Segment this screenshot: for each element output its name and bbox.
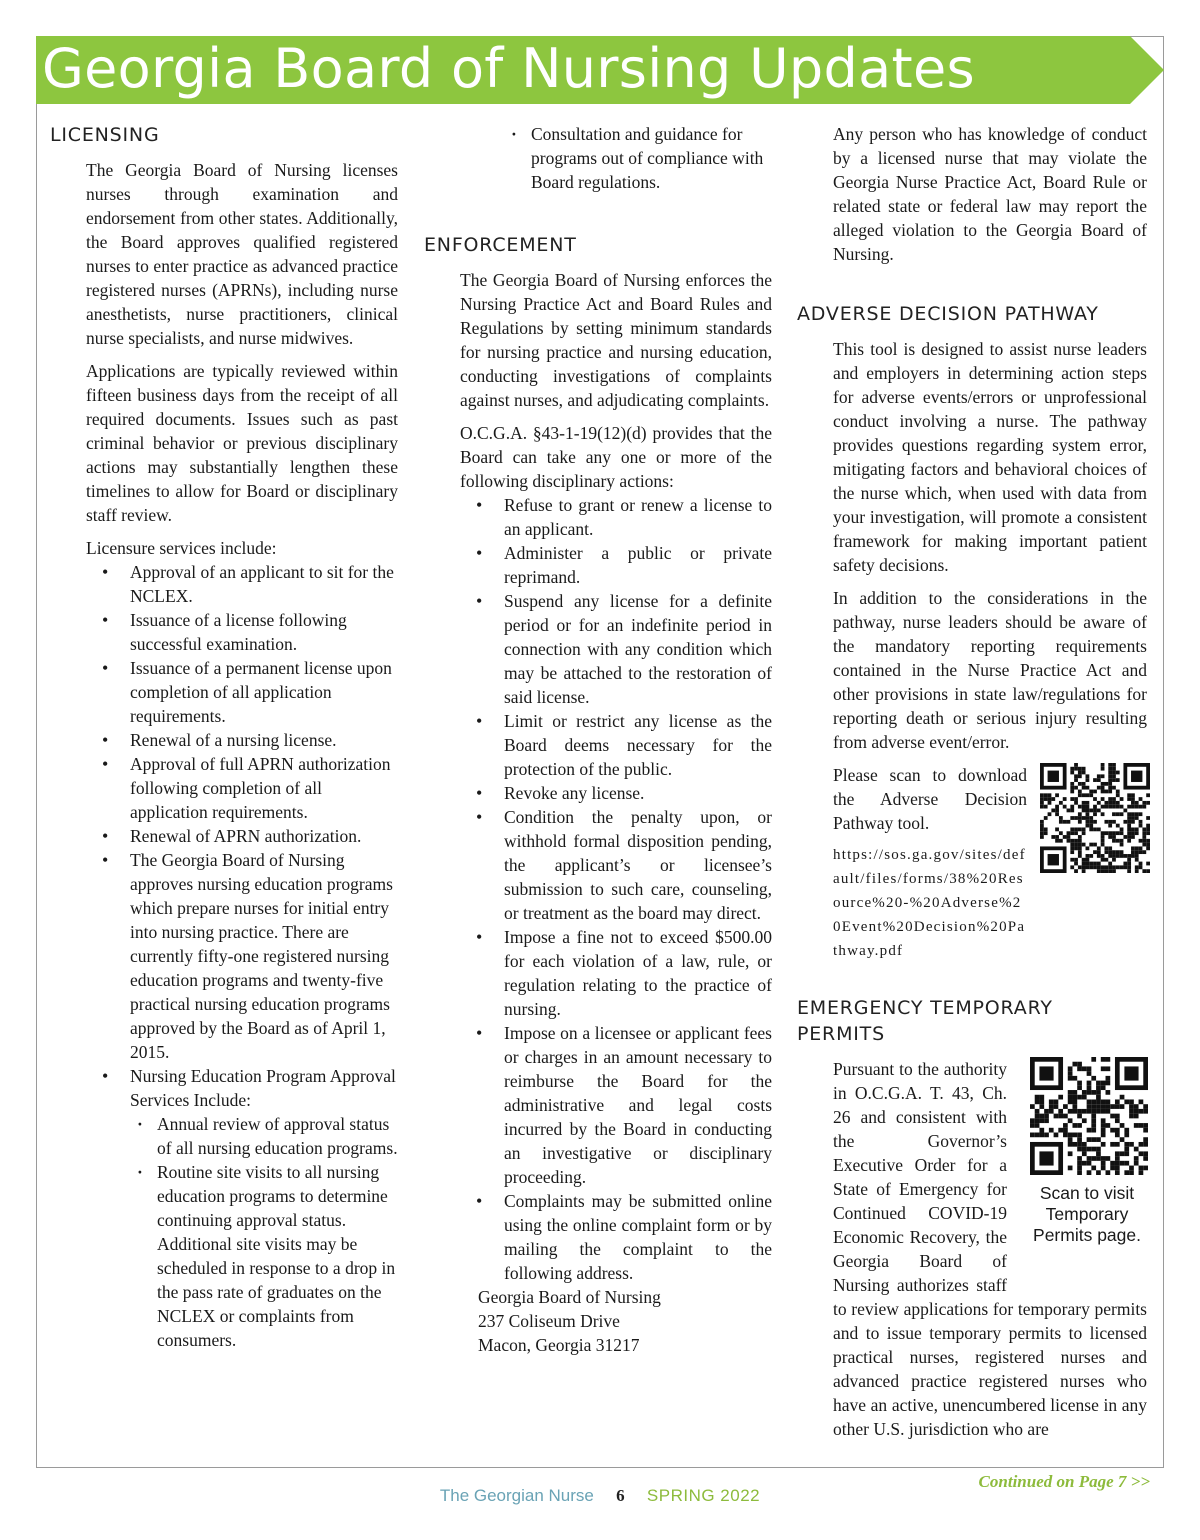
list-item: • Administer a public or private reprimand. (460, 541, 772, 589)
column-right (797, 122, 1147, 1450)
list-item: • Suspend any license for a definite period or for an indefinite period in connection with any condition which may be attached to the restoration of said license. (460, 589, 772, 709)
header-banner (36, 36, 1164, 104)
list-item: • Condition the penalty upon, or withhold formal disposition pending, the applicant’s or licensee’s submission to such care, counseling, or treatment as the board may direct. (460, 805, 772, 925)
program-services-list (130, 1112, 398, 1352)
report-violation-paragraph: Any person who has knowledge of conduct by a licensed nurse that may violate the Georgia Nurse Practice Act, Board Rule or related state or federal law may report the alleged violation to the Georgia Board of Nursing. (833, 124, 1147, 264)
adverse-url-link[interactable]: https://sos.ga.gov/sites/default/files/forms/38%20Resource%20-%20Adverse%20Event%20Decision%20Pathway.pdf (833, 847, 1026, 959)
adverse-heading: ADVERSE DECISION PATHWAY (797, 303, 1099, 325)
list-item: • Impose a fine not to exceed $500.00 for each violation of a law, rule, or regulation relating to the practice of nursing. (460, 925, 772, 1021)
list-item: • Limit or restrict any license as the Board deems necessary for the protection of the public. (460, 709, 772, 781)
column-middle (424, 122, 772, 1357)
adverse-qr-block (797, 763, 1147, 963)
enforcement-paragraph-2: O.C.G.A. §43-1-19(12)(d) provides that the Board can take any one or more of the following disciplinary actions: (460, 423, 772, 491)
list-item: • The Georgia Board of Nursing approves nursing education programs which prepare nurses for initial entry into nursing practice. There are currently fifty-one registered nursing education programs and twenty-five practical nursing education programs approved by the Board as of April 1, 2015. (86, 848, 398, 1064)
enforcement-paragraph-1: The Georgia Board of Nursing enforces the Nursing Practice Act and Board Rules and Regulations by setting minimum standards for nursing practice and nursing education, conducting investigations of complaints against nurses, and adjudicating complaints. (460, 270, 772, 410)
adverse-qr-code-icon[interactable] (1040, 763, 1150, 873)
list-item: • Nursing Education Program Approval Services Include: · Annual review of approval status of all nursing education programs. · Routine site visits to all nursing education programs to determine continuing approval status. Additional site visits may be scheduled in response to a drop in the pass rate of graduates on the NCLEX or complaints from consumers. (86, 1064, 398, 1352)
list-item: • Renewal of APRN authorization. (86, 824, 398, 848)
permits-qr-code-icon[interactable] (1030, 1057, 1148, 1175)
mailing-address (424, 1285, 772, 1357)
page-footer (0, 1486, 1200, 1506)
address-line: Georgia Board of Nursing (478, 1287, 661, 1307)
issue-label: SPRING 2022 (646, 1486, 761, 1505)
continued-link[interactable]: Continued on Page 7 >> (978, 1472, 1150, 1491)
permits-heading: EMERGENCY TEMPORARY PERMITS (797, 997, 1053, 1045)
permits-block (797, 1057, 1147, 1441)
licensure-services-list (86, 560, 398, 1352)
address-line: Macon, Georgia 31217 (478, 1335, 640, 1355)
list-item: · Consultation and guidance for programs out of compliance with Board regulations. (504, 122, 772, 194)
adverse-paragraph-2: In addition to the considerations in the pathway, nurse leaders should be aware of the mandatory reporting requirements contained in the Nurse Practice Act and other provisions in state law/regulations for reporting death or serious injury resulting from adverse event/error. (833, 588, 1147, 752)
program-services-list-continued (504, 122, 772, 194)
permits-qr-caption: Scan to visit Temporary Permits page. (1033, 1183, 1141, 1245)
page-number: 6 (616, 1486, 625, 1505)
list-item: • Issuance of a license following successful examination. (86, 608, 398, 656)
adverse-scan-text: Please scan to download the Adverse Decision Pathway tool. (833, 765, 1027, 833)
licensure-services-intro: Licensure services include: (86, 538, 277, 558)
list-item: • Complaints may be submitted online using the online complaint form or by mailing the complaint to the following address. (460, 1189, 772, 1285)
list-item: • Issuance of a permanent license upon completion of all application requirements. (86, 656, 398, 728)
adverse-paragraph-1: This tool is designed to assist nurse leaders and employers in determining action steps for adverse events/errors or unprofessional conduct involving a nurse. The pathway provides questions regarding system error, mitigating factors and behavioral choices of the nurse which, when used with data from your investigation, will promote a consistent framework for making important patient safety decisions. (833, 339, 1147, 575)
publication-name: The Georgian Nurse (439, 1486, 594, 1505)
disciplinary-actions-list (460, 493, 772, 1285)
list-item: • Approval of an applicant to sit for the NCLEX. (86, 560, 398, 608)
list-item: · Annual review of approval status of all nursing education programs. (130, 1112, 398, 1160)
list-item: • Refuse to grant or renew a license to an applicant. (460, 493, 772, 541)
list-item: • Renewal of a nursing license. (86, 728, 398, 752)
enforcement-heading: ENFORCEMENT (424, 234, 577, 256)
permits-paragraph: Pursuant to the authority in O.C.G.A. T. 43, Ch. 26 and consistent with the Governor’s Executive Order for a State of Emergency for Continued COVID-19 Economic Recovery, the Georgia Board of Nursing authorizes staff to review applications for temporary permits and to issue temporary permits to licensed practical nurses, registered nurses and advanced practice registered nurses who have an active, unencumbered license in any other U.S. jurisdiction who are (833, 1059, 1147, 1439)
list-item: • Revoke any license. (460, 781, 772, 805)
licensing-paragraph-2: Applications are typically reviewed within fifteen business days from the receipt of all required documents. Issues such as past criminal behavior or previous disciplinary actions may substantially lengthen these timelines to allow for Board or disciplinary staff review. (86, 361, 398, 525)
list-item: • Impose on a licensee or applicant fees or charges in an amount necessary to reimburse the Board for the administrative and legal costs incurred by the Board in conducting an investigative or disciplinary proceeding. (460, 1021, 772, 1189)
column-left (50, 122, 398, 1352)
licensing-heading: LICENSING (50, 124, 160, 146)
list-item: • Approval of full APRN authorization following completion of all application requirements. (86, 752, 398, 824)
address-line: 237 Coliseum Drive (478, 1311, 620, 1331)
page-title: Georgia Board of Nursing Updates (42, 37, 975, 100)
list-item: · Routine site visits to all nursing education programs to determine continuing approval status. Additional site visits may be scheduled in response to a drop in the pass rate of graduates on the NCLEX or complaints from consumers. (130, 1160, 398, 1352)
licensing-paragraph-1: The Georgia Board of Nursing licenses nurses through examination and endorsement from other states. Additionally, the Board approves qualified registered nurses to enter practice as advanced practice registered nurses (APRNs), including nurse anesthetists, nurse practitioners, clinical nurse specialists, and nurse midwives. (86, 160, 398, 348)
